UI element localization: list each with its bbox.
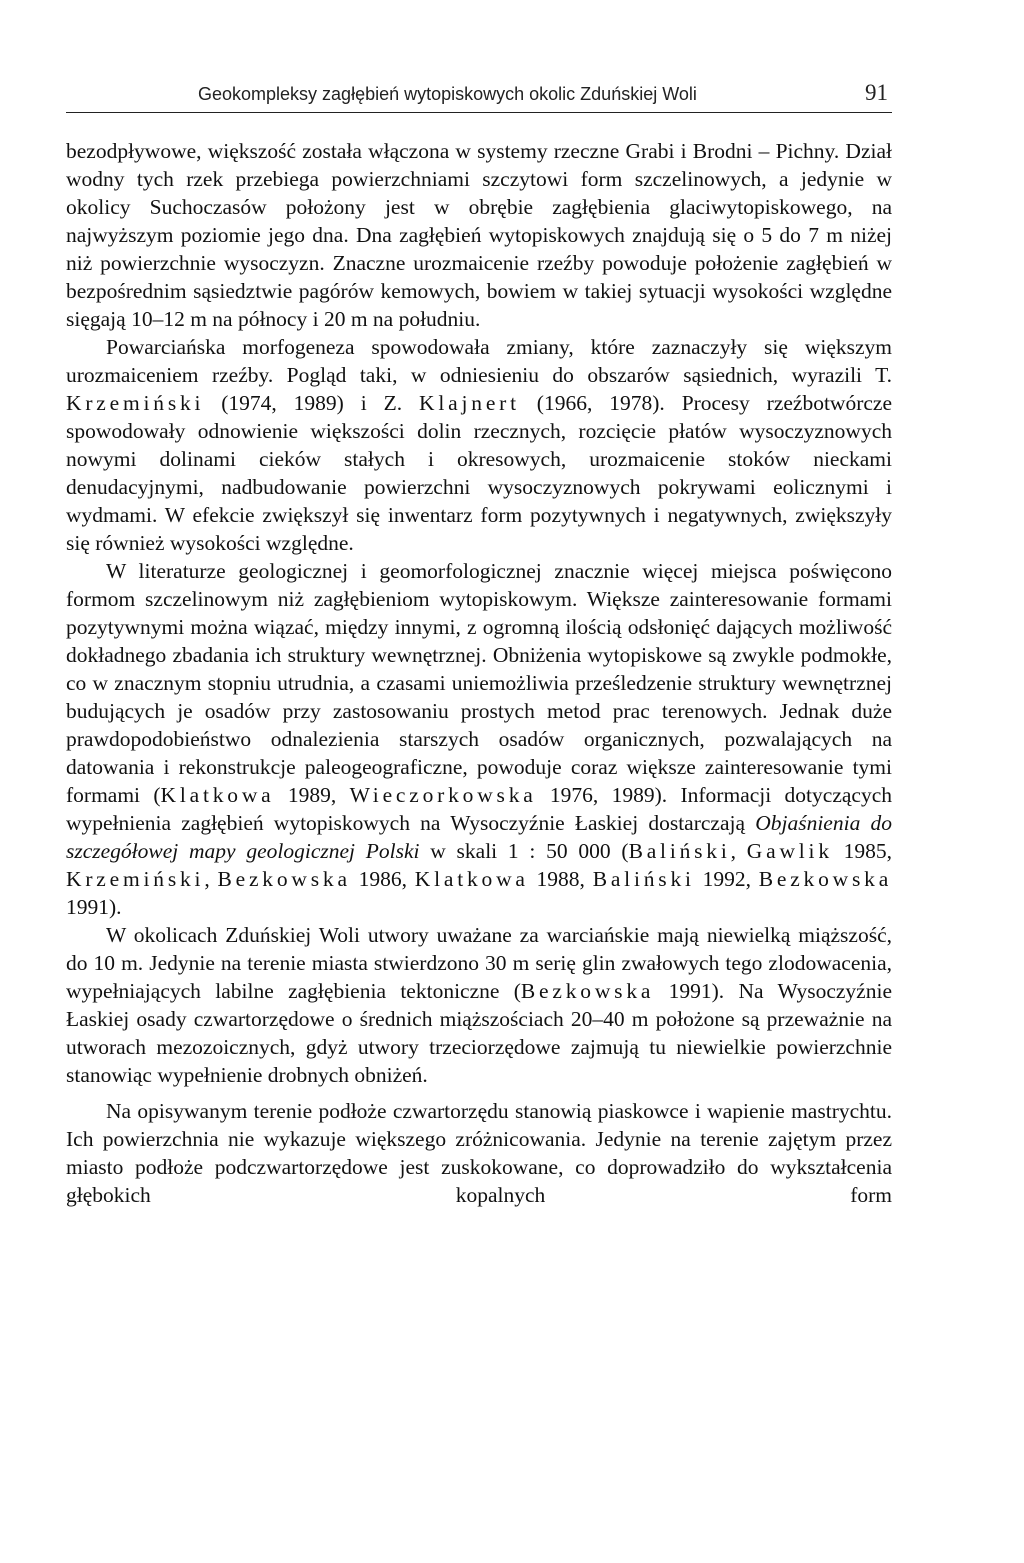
text-segment: 1985, [832,839,893,863]
paragraph-2 [66,333,892,557]
running-header [66,78,892,113]
paragraph-3 [66,557,892,921]
running-title: Geokompleksy zagłębień wytopiskowych okolic Zduńskiej Woli [198,84,697,104]
text-segment: (1966, 1978). Procesy rzeźbotwórcze spowodowały odnowienie większości dolin rzecznych, rozcięcie płatów wysoczyznowych nowymi dolinami cieków stałych i okresowych, urozmaicenie stoków nieckami denudacyjnymi, nadbudowanie powierzchni wysoczyznowych pokrywami eolicznymi i wydmami. W efekcie zwiększył się inwentarz form pozytywnych i negatywnych, zwiększyły się również wysokości względne. [66,391,892,555]
text-segment: W okolicach Zduńskiej Woli utwory uważane za warciańskie mają niewielką miąższość, do 10 m. Jedynie na terenie miasta stwierdzono 30 m serię glin zwałowych tego zlodowacenia, wypełniających labilne zagłębienia tektoniczne ( [66,923,892,1003]
text-segment: Powarciańska morfogeneza spowodowała zmiany, które zaznaczyły się większym urozmaiceniem rzeźby. Pogląd taki, w odniesieniu do obszarów sąsiednich, wyrazili T. [66,335,892,387]
text-segment: 1988, [528,867,593,891]
text-segment: bezodpływowe, większość została włączona w systemy rzeczne Grabi i Brodni – Pichny. Dział wodny tych rzek przebiega powierzchniami szczytowi form szczelinowych, a jedynie w okolicy Suchoczasów położony jest w obrębie zagłębienia glaciwytopiskowego, na najwyższym poziomie jego dna. Dna zagłębień wytopiskowych znajdują się o 5 do 7 m niżej niż powierzchnie wysoczyzn. Znaczne urozmaicenie rzeźby powoduje położenie zagłębień w bezpośrednim sąsiedztwie pagórów kemowych, bowiem w takiej sytuacji wysokości względne sięgają 10–12 m na północy i 20 m na południu. [66,139,892,331]
body-text [66,137,892,1209]
text-segment: 1991). Na Wysoczyźnie Łaskiej osady czwartorzędowe o średnich miąższościach 20–40 m położone są przeważnie na utworach mezozoicznych, gdyż utwory trzeciorzędowe zajmują tu niewielkie powierzchnie stanowiąc wypełnienie drobnych obniżeń. [66,979,892,1087]
text-segment: , [204,867,218,891]
text-segment: , [730,839,747,863]
page-number: 91 [865,80,888,105]
text-segment: W literaturze geologicznej i geomorfologicznej znacznie więcej miejsca poświęcono formom szczelinowym niż zagłębieniom wytopiskowym. Większe zainteresowanie formami pozytywnymi można wiązać, między innymi, z ogromną ilością odsłonięć dających możliwość dokładnego zbadania ich struktury wewnętrznej. Obniżenia wytopiskowe są zwykle podmokłe, co w znacznym stopniu utrudnia, a czasami uniemożliwia prześledzenie struktury wewnętrznej budujących je osadów przy zastosowaniu prostych metod prac terenowych. Jednak duże prawdopodobieństwo odnalezienia starszych osadów organicznych, pozwalających na datowania i rekonstrukcje paleogeograficzne, powoduje coraz większe zainteresowanie tymi formami ( [66,559,892,807]
text-segment: 1986, [350,867,415,891]
text-segment: Na opisywanym terenie podłoże czwartorzędu stanowią piaskowce i wapienie mastrychtu. Ich powierzchnia nie wykazuje większego zróżnicowania. Jedynie na terenie zajętym przez miasto podłoże podczwartorzędowe jest zuskokowane, co doprowadziło do wykształcenia głębokich kopalnych form [66,1099,892,1207]
author-name: Klatkowa [160,783,275,807]
author-name: Krzemiński [66,867,205,891]
author-name: Bezkowska [758,867,893,891]
author-name: Baliński [592,867,695,891]
text-segment: 1992, [694,867,759,891]
text-segment: 1989, [274,783,350,807]
author-name: Krzemiński [66,391,205,415]
author-name: Wieczorkowska [349,783,537,807]
paragraph-1 [66,137,892,333]
text-segment: 1991). [66,895,122,919]
text-segment: w skali 1 : 50 000 ( [419,839,629,863]
cited-work-title: Objaśnienia do szczegółowej mapy geologicznej Polski [66,811,892,863]
author-name: Baliński [628,839,731,863]
author-name: Bezkowska [520,979,655,1003]
author-name: Klatkowa [414,867,529,891]
paragraph-4 [66,921,892,1089]
text-segment: 1976, 1989). Informacji dotyczących wypełnienia zagłębień wytopiskowych na Wysoczyźnie Łaskiej dostarczają [66,783,892,835]
author-name: Bezkowska [217,867,351,891]
text-segment: (1974, 1989) i Z. [204,391,420,415]
paragraph-5 [66,1097,892,1209]
author-name: Klajnert [419,391,520,415]
author-name: Gawlik [746,839,833,863]
